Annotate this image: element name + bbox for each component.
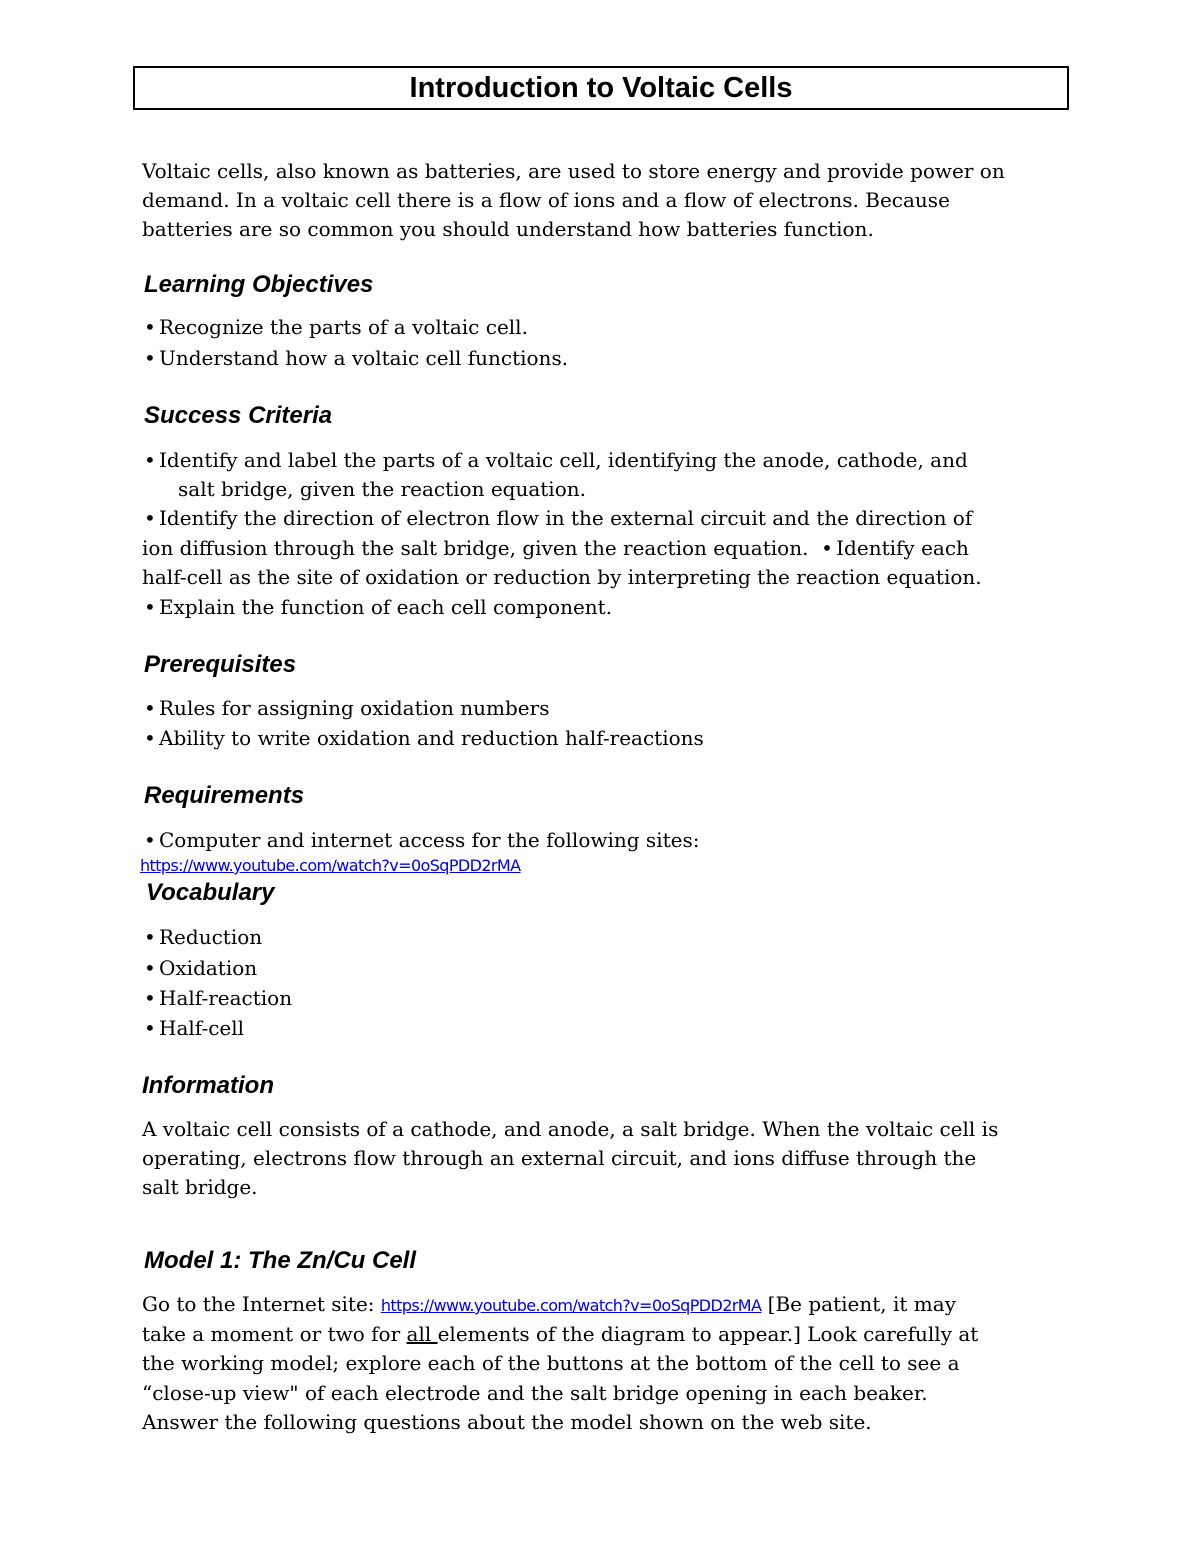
list-item: • Understand how a voltaic cell functions. [144, 344, 568, 373]
learning-objectives-heading: Learning Objectives [144, 271, 374, 298]
bullet: • [821, 536, 833, 560]
intro-line-1: Voltaic cells, also known as batteries, are used to store energy and provide power on [142, 159, 1005, 183]
bullet: • [144, 956, 156, 980]
list-item: • Rules for assigning oxidation numbers [144, 694, 549, 723]
bullet: • [144, 315, 156, 339]
bullet: • [144, 506, 156, 530]
bullet: • [144, 595, 156, 619]
list-item: • Ability to write oxidation and reduction half-reactions [144, 724, 704, 753]
list-item: • Recognize the parts of a voltaic cell. [144, 313, 528, 342]
youtube-link[interactable]: https://www.youtube.com/watch?v=0oSqPDD2rMA [380, 1296, 762, 1315]
model1-line-3: the working model; explore each of the buttons at the bottom of the cell to see a [142, 1351, 960, 1375]
list-item: • Identify and label the parts of a voltaic cell, identifying the anode, cathode, and [144, 446, 968, 475]
list-item: • Reduction [144, 923, 262, 952]
success-criteria-heading: Success Criteria [144, 402, 333, 429]
bullet: • [144, 828, 156, 852]
bullet: • [144, 726, 156, 750]
bullet: • [144, 1016, 156, 1040]
bullet: • [144, 448, 156, 472]
information-heading: Information [142, 1072, 274, 1099]
model1-line-5: Answer the following questions about the model shown on the web site. [142, 1410, 872, 1434]
requirements-link-line [140, 852, 520, 878]
page-title: Introduction to Voltaic Cells [133, 66, 1069, 110]
bullet: • [144, 696, 156, 720]
bullet: • [144, 925, 156, 949]
requirements-heading: Requirements [144, 782, 305, 809]
list-item-continuation: salt bridge, given the reaction equation. [178, 477, 586, 501]
model1-line-2: take a moment or two for all elements of the diagram to appear.] Look carefully at [142, 1322, 979, 1346]
list-item: • Half-reaction [144, 984, 292, 1013]
model1-heading: Model 1: The Zn/Cu Cell [144, 1247, 417, 1274]
model1-line-4: “close-up view" of each electrode and the salt bridge opening in each beaker. [142, 1381, 928, 1405]
information-line-3: salt bridge. [142, 1175, 258, 1199]
list-item: • Computer and internet access for the following sites: [144, 826, 699, 855]
list-item: • Half-cell [144, 1014, 244, 1043]
youtube-link[interactable]: https://www.youtube.com/watch?v=0oSqPDD2rMA [140, 856, 521, 875]
list-item-continuation: ion diffusion through the salt bridge, given the reaction equation. • Identify each [142, 534, 969, 563]
bullet: • [144, 986, 156, 1010]
list-item-continuation: half-cell as the site of oxidation or reduction by interpreting the reaction equation. [142, 565, 982, 589]
intro-line-3: batteries are so common you should understand how batteries function. [142, 217, 874, 241]
list-item: • Oxidation [144, 954, 257, 983]
list-item: • Identify the direction of electron flow in the external circuit and the direction of [144, 504, 972, 533]
vocabulary-heading: Vocabulary [146, 879, 275, 906]
underlined-word: all [406, 1322, 438, 1346]
intro-line-2: demand. In a voltaic cell there is a flow of ions and a flow of electrons. Because [142, 188, 950, 212]
bullet: • [144, 346, 156, 370]
model1-line-1: Go to the Internet site: https://www.youtube.com/watch?v=0oSqPDD2rMA [Be patient, it may [142, 1292, 956, 1316]
information-line-2: operating, electrons flow through an external circuit, and ions diffuse through the [142, 1146, 977, 1170]
list-item: • Explain the function of each cell component. [144, 593, 612, 622]
prerequisites-heading: Prerequisites [144, 651, 297, 678]
information-line-1: A voltaic cell consists of a cathode, and anode, a salt bridge. When the voltaic cell is [142, 1117, 999, 1141]
